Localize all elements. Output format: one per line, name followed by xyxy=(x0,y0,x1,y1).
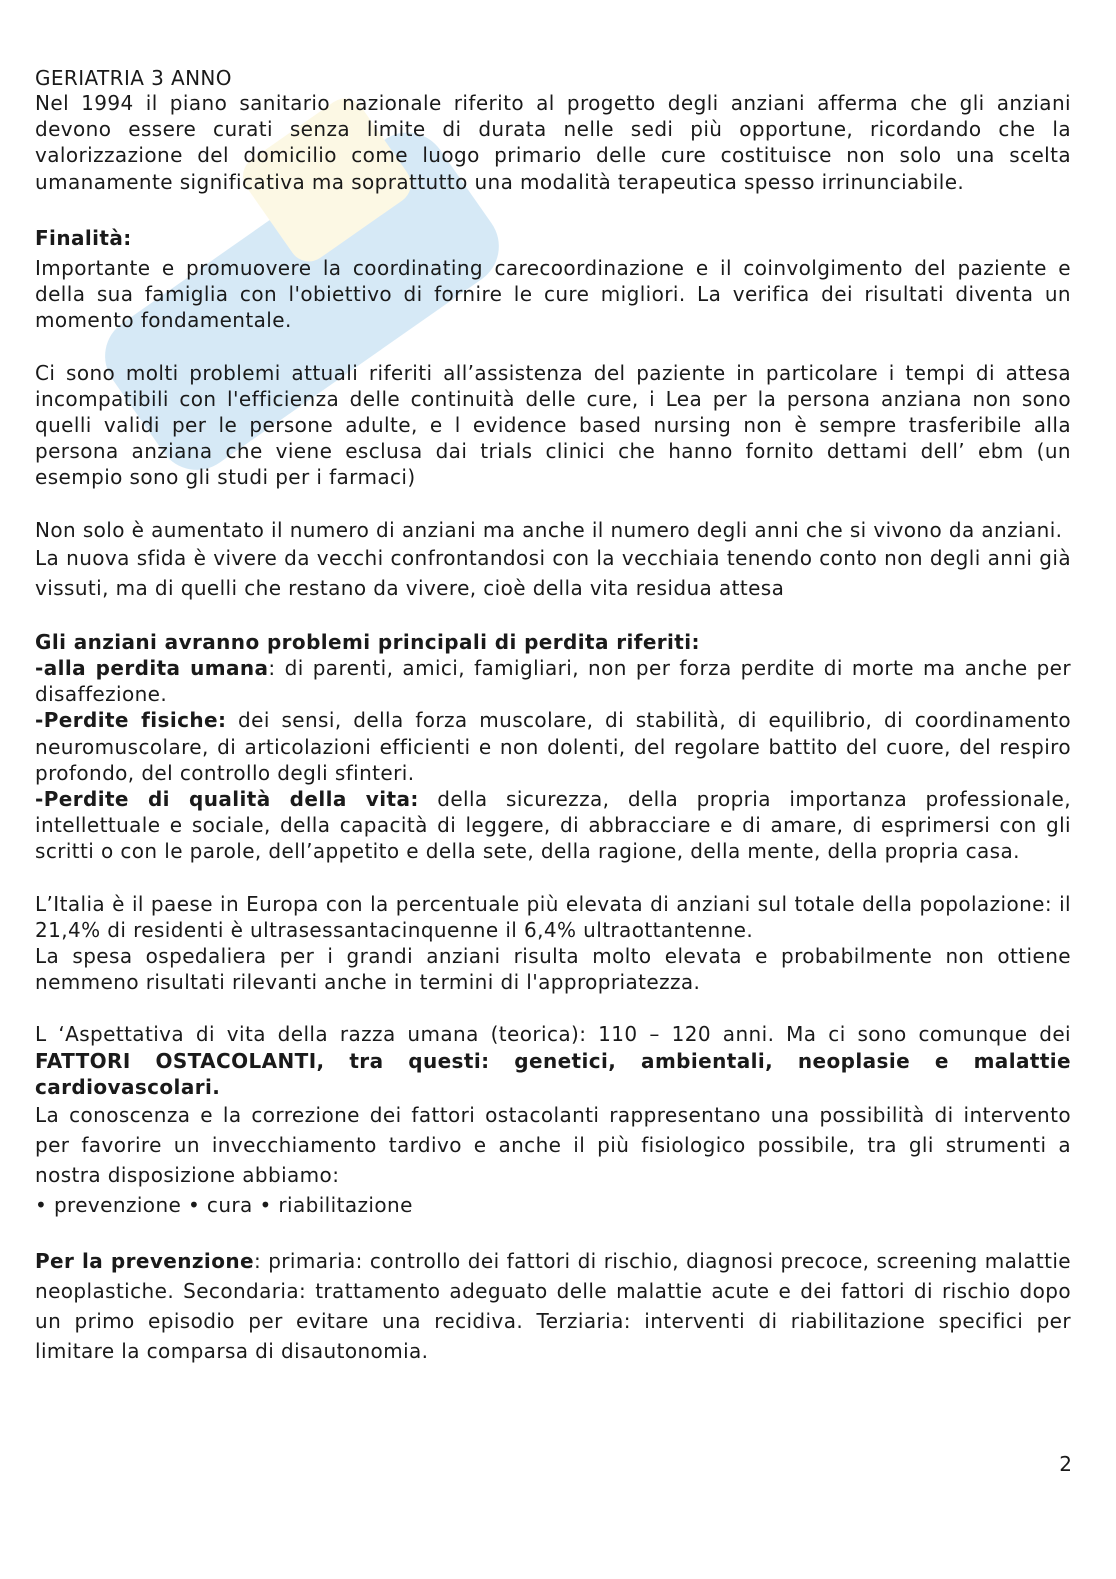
prevenzione-label: Per la prevenzione xyxy=(35,1249,254,1274)
aspettativa-text: L ‘Aspettativa di vita della razza umana (teorica): 110 – 120 anni. Ma ci sono comunque dei xyxy=(35,1022,1071,1047)
aspettativa-paragraph xyxy=(35,1021,1071,1100)
page-number: 2 xyxy=(1059,1452,1072,1476)
prevenzione-paragraph xyxy=(35,1246,1071,1366)
perdita-umana-label: -alla perdita umana xyxy=(35,656,269,681)
document-title: GERIATRIA 3 ANNO xyxy=(35,66,232,90)
italia-paragraph: L’Italia è il paese in Europa con la percentuale più elevata di anziani sul totale della popolazione: il 21,4% di residenti è ultrasessantacinquenne il 6,4% ultraottantenne. xyxy=(35,891,1071,942)
finalita-heading: Finalità: xyxy=(35,225,132,250)
problemi-paragraph: Ci sono molti problemi attuali riferiti all’assistenza del paziente in particolare i tempi di attesa incompatibili con l'efficienza delle continuità delle cure, i Lea per la persona anziana non sono quelli validi per le persone adulte, e l evidence based nursing non è sempre trasferibile alla persona anziana che viene esclusa dai trials clinici che hanno fornito dettami dell’ ebm (un esempio sono gli studi per i farmaci) xyxy=(35,360,1071,490)
perdita-umana-item xyxy=(35,655,1071,707)
sfida-paragraph: La nuova sfida è vivere da vecchi confrontandosi con la vecchiaia tenendo conto non degli anni già vissuti, ma di quelli che restano da vivere, cioè della vita residua attesa xyxy=(35,545,1071,600)
perdita-umana-text: : di parenti, amici, famigliari, non per forza perdite di morte ma anche per disaffezione. xyxy=(35,656,1072,707)
document-page xyxy=(35,66,1071,1366)
strumenti-list: • prevenzione • cura • riabilitazione xyxy=(35,1193,413,1218)
perdite-fisiche-text: dei sensi, della forza muscolare, di stabilità, di equilibrio, di coordinamento neuromuscolare, di articolazioni efficienti e non dolenti, del regolare battito del cuore, del respiro profondo, del controllo degli sfinteri. xyxy=(35,708,1071,785)
perdite-heading: Gli anziani avranno problemi principali di perdita riferiti: xyxy=(35,629,700,654)
perdite-qualita-text: della sicurezza, della propria importanza professionale, intellettuale e sociale, della capacità di leggere, di abbracciare e di amare, di esprimersi con gli scritti o con le parole, dell’appetito e della sete, della ragione, della mente, della propria casa. xyxy=(35,787,1071,864)
spesa-paragraph: La spesa ospedaliera per i grandi anziani risulta molto elevata e probabilmente non ottiene nemmeno risultati rilevanti anche in termini di l'appropriatezza. xyxy=(35,944,1071,995)
fattori-ostacolanti-text: FATTORI OSTACOLANTI, tra questi: genetici, ambientali, neoplasie e malattie cardiovascolari. xyxy=(35,1048,1071,1099)
prevenzione-text: : primaria: controllo dei fattori di rischio, diagnosi precoce, screening malattie neoplastiche. Secondaria: trattamento adeguato delle malattie acute e dei fattori di rischio dopo un primo episodio per evitare una recidiva. Terziaria: interventi di riabilitazione specifici per limitare la comparsa di disautonomia. xyxy=(35,1249,1071,1364)
finalita-paragraph: Importante e promuovere la coordinating carecoordinazione e il coinvolgimento del paziente e della sua famiglia con l'obiettivo di fornire le cure migliori. La verifica dei risultati diventa un momento fondamentale. xyxy=(35,256,1071,333)
perdite-qualita-label: -Perdite di qualità della vita: xyxy=(35,787,419,812)
numero-anziani-paragraph: Non solo è aumentato il numero di anziani ma anche il numero degli anni che si vivono da anziani. xyxy=(35,517,1063,542)
conoscenza-paragraph: La conoscenza e la correzione dei fattori ostacolanti rappresentano una possibilità di intervento per favorire un invecchiamento tardivo e anche il più fisiologico possibile, tra gli strumenti a nostra disposizione abbiamo: xyxy=(35,1103,1071,1188)
perdite-qualita-item xyxy=(35,786,1071,865)
perdite-fisiche-label: -Perdite fisiche: xyxy=(35,708,227,733)
intro-paragraph: Nel 1994 il piano sanitario nazionale riferito al progetto degli anziani afferma che gli anziani devono essere curati senza limite di durata nelle sedi più opportune, ricordando che la valorizzazione del domicilio come luogo primario delle cure costituisce non solo una scelta umanamente significativa ma soprattutto una modalità terapeutica spesso irrinunciabile. xyxy=(35,91,1071,194)
perdite-fisiche-item xyxy=(35,707,1071,786)
